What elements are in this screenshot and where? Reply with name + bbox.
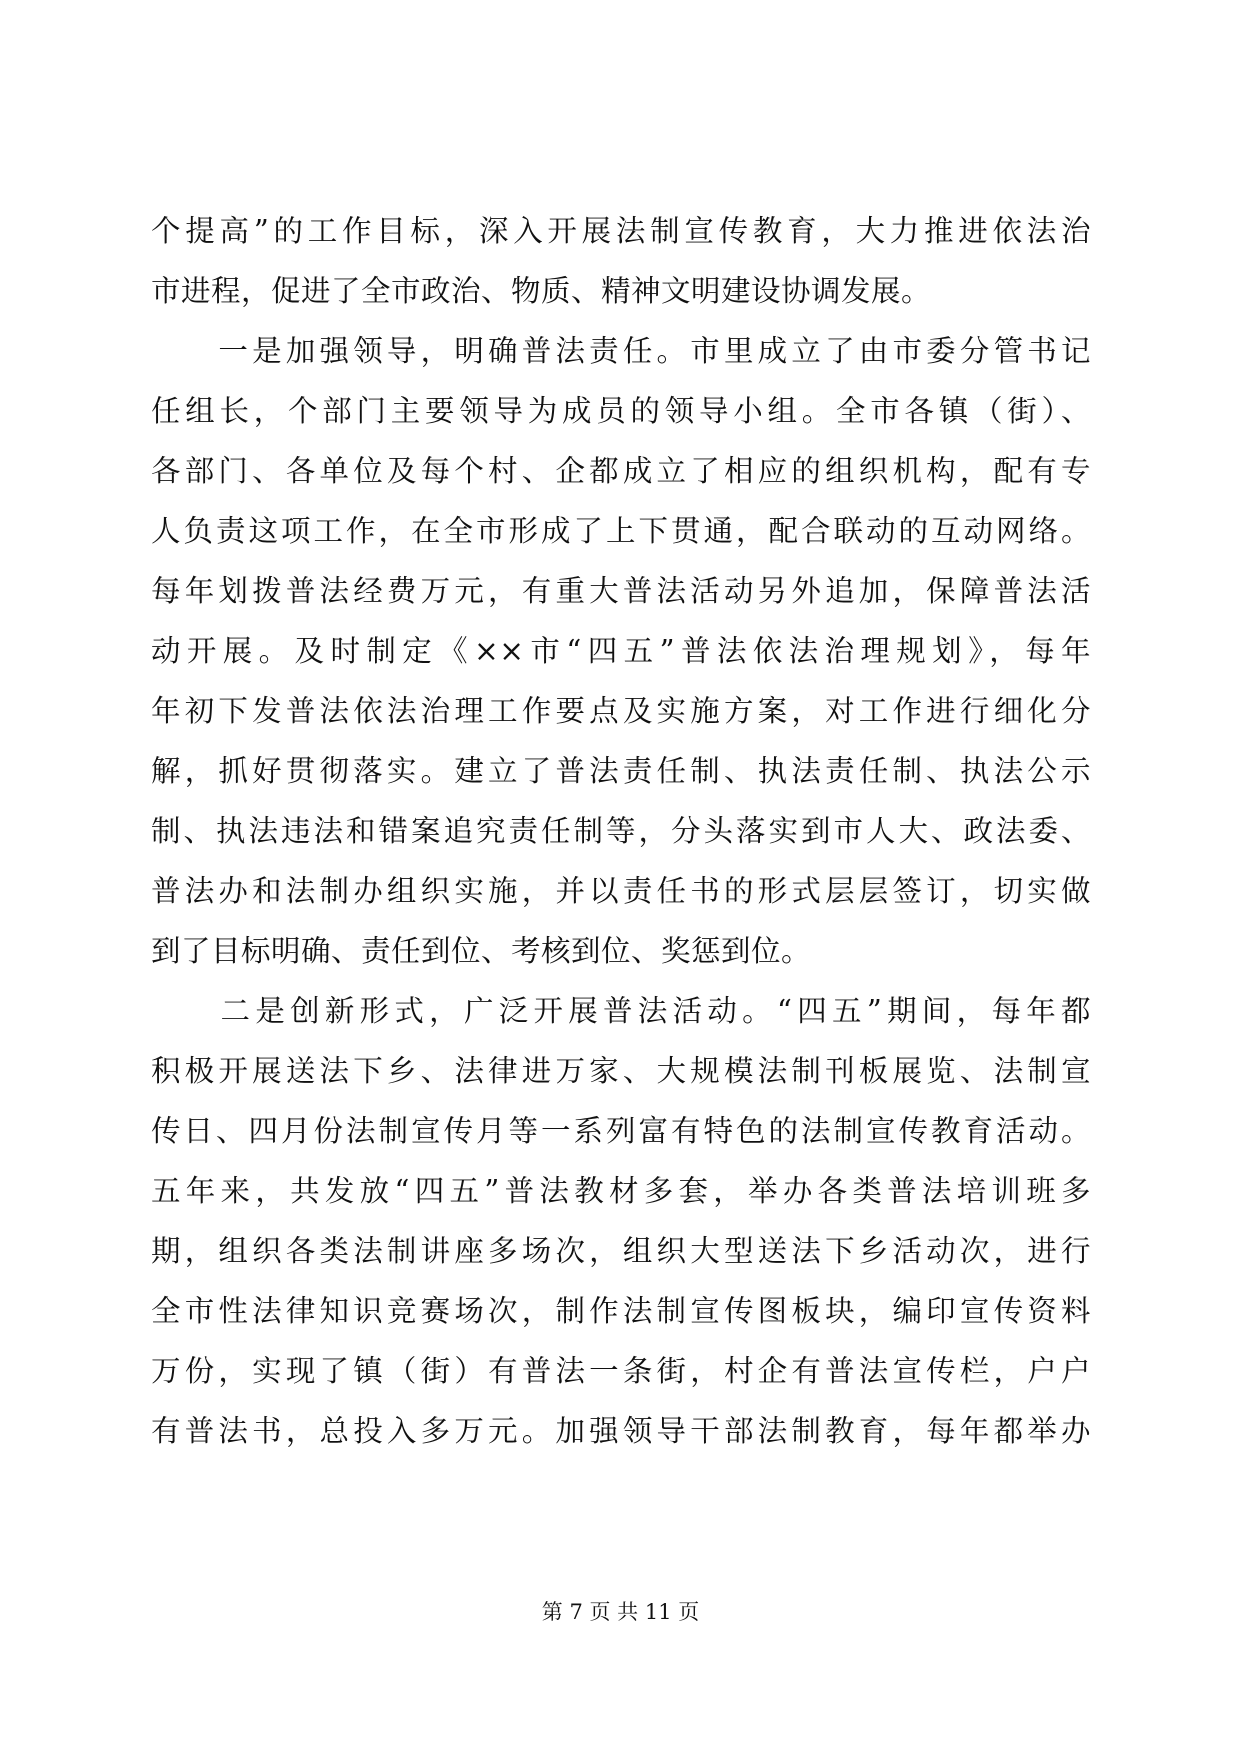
body-line: 期，组织各类法制讲座多场次，组织大型送法下乡活动次，进行	[151, 1234, 1091, 1268]
body-line: 年初下发普法依法治理工作要点及实施方案，对工作进行细化分	[151, 694, 1091, 728]
body-line: 动开展。及时制定《××市“四五”普法依法治理规划》，每年	[151, 634, 1091, 668]
body-line: 全市性法律知识竞赛场次，制作法制宣传图板块，编印宣传资料	[151, 1294, 1091, 1328]
body-line: 到了目标明确、责任到位、考核到位、奖惩到位。	[151, 934, 812, 968]
page-number-footer: 第 7 页 共 11 页	[541, 1600, 700, 1624]
body-line: 个提高”的工作目标，深入开展法制宣传教育，大力推进依法治	[151, 214, 1091, 248]
body-line: 制、执法违法和错案追究责任制等，分头落实到市人大、政法委、	[151, 814, 1091, 848]
body-line: 任组长，个部门主要领导为成员的领导小组。全市各镇（街）、	[151, 394, 1091, 428]
body-line: 传日、四月份法制宣传月等一系列富有特色的法制宣传教育活动。	[151, 1114, 1091, 1148]
body-line: 一是加强领导，明确普法责任。市里成立了由市委分管书记	[151, 334, 1091, 368]
body-line: 积极开展送法下乡、法律进万家、大规模法制刊板展览、法制宣	[151, 1054, 1091, 1088]
body-line: 人负责这项工作，在全市形成了上下贯通，配合联动的互动网络。	[151, 514, 1091, 548]
body-line: 二是创新形式，广泛开展普法活动。“四五”期间，每年都	[151, 994, 1091, 1028]
body-line: 普法办和法制办组织实施，并以责任书的形式层层签订，切实做	[151, 874, 1091, 908]
body-line: 解，抓好贯彻落实。建立了普法责任制、执法责任制、执法公示	[151, 754, 1091, 788]
body-line: 五年来，共发放“四五”普法教材多套，举办各类普法培训班多	[151, 1174, 1091, 1208]
body-line: 每年划拨普法经费万元，有重大普法活动另外追加，保障普法活	[151, 574, 1091, 608]
body-line: 万份，实现了镇（街）有普法一条街，村企有普法宣传栏，户户	[151, 1354, 1091, 1388]
body-line: 市进程，促进了全市政治、物质、精神文明建设协调发展。	[151, 274, 932, 308]
body-line: 各部门、各单位及每个村、企都成立了相应的组织机构，配有专	[151, 454, 1091, 488]
body-line: 有普法书，总投入多万元。加强领导干部法制教育，每年都举办	[151, 1414, 1091, 1448]
